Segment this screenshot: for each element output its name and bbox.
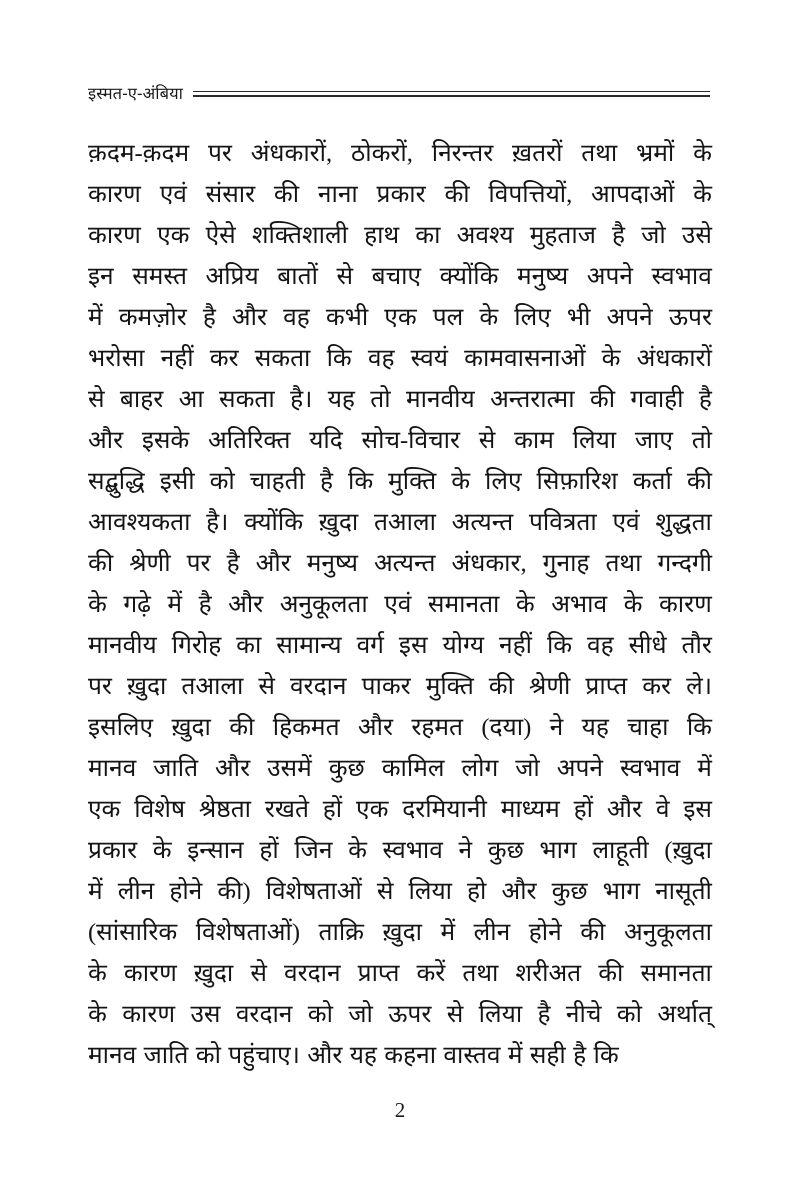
body-word: कर [642, 673, 672, 700]
body-word: उस [190, 1001, 221, 1028]
body-word: में [507, 1042, 523, 1069]
body-word: के [451, 468, 471, 495]
body-word: मानव [88, 1042, 137, 1069]
body-word: ख़ुदा [382, 919, 422, 946]
body-word: (ख़ुदा [664, 837, 712, 864]
body-word: है [198, 591, 212, 618]
body-word: है। [206, 509, 229, 536]
body-word: कामवासनाओं [464, 345, 586, 372]
body-word: नाना [317, 181, 358, 208]
body-word: ठोकरों, [351, 140, 413, 167]
body-word: ने [549, 714, 564, 741]
body-word: काम [514, 427, 554, 454]
body-word: विपत्तियों, [488, 181, 573, 208]
body-word: गवाही [630, 386, 684, 413]
body-word: ऊपर [388, 1001, 432, 1028]
body-word: मनुष्य [517, 263, 569, 290]
body-word: जाए [634, 427, 673, 454]
body-word: गिरोह [171, 632, 222, 659]
body-word: प्रकार [88, 837, 138, 864]
body-word: समानता [427, 591, 500, 618]
body-word: यह [581, 714, 609, 741]
body-word: के [693, 181, 712, 208]
body-word: ऐसे [205, 222, 236, 249]
body-line [88, 994, 712, 1035]
body-word: विशेषताओं) [195, 919, 300, 946]
body-word: आ [178, 386, 204, 413]
body-word: वे [655, 796, 670, 823]
body-word: से [376, 878, 394, 905]
body-word: एक [356, 796, 389, 823]
body-word: कारण [123, 960, 177, 987]
body-word: वह [283, 304, 310, 331]
body-word: भाग [539, 837, 577, 864]
body-word: हो [467, 878, 487, 905]
body-text-block [88, 133, 712, 1076]
body-word: कि [686, 714, 712, 741]
body-word: कुछ [328, 755, 365, 782]
body-word: हाथ [364, 222, 400, 249]
body-word: के [479, 304, 499, 331]
body-word: का [415, 222, 441, 249]
body-word: तथा [462, 960, 499, 987]
body-word: चाहा [627, 714, 669, 741]
body-word: पाकर [361, 673, 411, 700]
body-word: ख़ुदा [193, 960, 234, 987]
body-word: मुक्ति [388, 468, 437, 495]
body-word: को [307, 1001, 333, 1028]
body-word: की [229, 714, 255, 741]
body-word: कारण [88, 222, 141, 249]
body-word: के [348, 837, 367, 864]
body-word: इसके [141, 427, 190, 454]
body-word: पर [88, 673, 112, 700]
body-word: माध्यम [500, 796, 560, 823]
body-word: है [573, 1042, 587, 1069]
body-word: वह [587, 632, 614, 659]
body-word: योग्य [442, 632, 485, 659]
body-line [88, 502, 712, 543]
body-word: के [515, 591, 535, 618]
body-word: समस्त [132, 263, 187, 290]
body-word: और [231, 304, 268, 331]
body-word: होने [528, 919, 562, 946]
body-word: एक [157, 222, 190, 249]
body-word: होने [169, 878, 203, 905]
body-word: स्वभाव [651, 263, 712, 290]
body-word: प्राप्त [585, 673, 628, 700]
body-word: वास्तव [443, 1042, 501, 1069]
body-word: से [258, 673, 275, 700]
body-word: ले। [686, 673, 712, 700]
body-word: के [88, 1001, 107, 1028]
body-word: ऊपर [668, 304, 712, 331]
body-word: वर्ग [356, 632, 384, 659]
body-word: बाहर [119, 386, 164, 413]
body-word: सकता [219, 386, 275, 413]
body-word: लोग [461, 755, 499, 782]
body-word: मानव [88, 755, 137, 782]
body-word: चाहती [249, 468, 305, 495]
body-word: भाग [602, 878, 641, 905]
body-line [88, 871, 712, 912]
body-word: कहना [384, 1042, 437, 1069]
body-line [88, 707, 712, 748]
body-word: जो [641, 222, 666, 249]
body-word: संसार [205, 181, 256, 208]
body-word: इन [88, 263, 114, 290]
body-word: आपदाओं [591, 181, 675, 208]
body-word: नहीं [160, 345, 194, 372]
body-word: अत्यन्त [451, 509, 514, 536]
body-word: अनुकूलता [279, 591, 368, 618]
body-word: और [88, 427, 124, 454]
body-word: करें [416, 960, 446, 987]
body-word: पर [207, 140, 232, 167]
body-word: अपने [556, 755, 603, 782]
body-word: की) [217, 878, 251, 905]
body-line [88, 133, 712, 174]
body-word: पर [186, 550, 211, 577]
body-word: सही [529, 1042, 566, 1069]
body-word: है [202, 304, 216, 331]
body-word: है। [290, 386, 313, 413]
body-word: है [537, 1001, 551, 1028]
body-word: तथा [581, 140, 618, 167]
body-word: जाति [143, 1042, 189, 1069]
body-word: ने [458, 837, 473, 864]
body-word: अभाव [551, 591, 608, 618]
body-word: में [440, 919, 456, 946]
body-word: का [236, 632, 262, 659]
body-word: अवश्य [456, 222, 514, 249]
body-word: मनुष्य [306, 550, 358, 577]
body-word: गुनाह [542, 550, 590, 577]
body-line [88, 1035, 712, 1076]
body-line [88, 789, 712, 830]
body-word: के [623, 591, 643, 618]
body-line [88, 584, 712, 625]
body-word: और [228, 591, 264, 618]
body-word: इन्सान [187, 837, 244, 864]
body-word: पवित्रता [528, 509, 597, 536]
body-line [88, 461, 712, 502]
body-word: रखते [264, 796, 309, 823]
body-word: इसलिए [88, 714, 154, 741]
body-word: कि [326, 345, 352, 372]
body-word: कि [347, 468, 374, 495]
body-line [88, 379, 712, 420]
body-word: को [195, 1042, 221, 1069]
body-word: मानवीय [405, 386, 475, 413]
body-line [88, 625, 712, 666]
body-word: सोच-विचार [361, 427, 461, 454]
body-word: एवं [384, 591, 412, 618]
body-word: में [167, 591, 183, 618]
body-word: लिया [408, 878, 452, 905]
body-word: और [255, 550, 291, 577]
body-word: भरोसा [88, 345, 145, 372]
body-word: तआला [373, 509, 436, 536]
body-word: इस [398, 632, 428, 659]
body-word: कर्ता [632, 468, 672, 495]
body-word: यदि [309, 427, 343, 454]
body-line [88, 174, 712, 215]
body-word: स्वभाव [619, 755, 681, 782]
body-word: श्रेणी [129, 550, 171, 577]
body-word: कारण [122, 1001, 176, 1028]
body-word: तआला [181, 673, 244, 700]
body-line [88, 953, 712, 994]
body-line [88, 830, 712, 871]
body-word: प्राप्त [357, 960, 400, 987]
body-word: वह [367, 345, 395, 372]
body-word: कर [209, 345, 239, 372]
body-word: शक्तिशाली [251, 222, 348, 249]
body-line [88, 666, 712, 707]
body-word: एवं [612, 509, 640, 536]
body-word: रहमत [411, 714, 464, 741]
body-word: एक [384, 304, 417, 331]
header-double-rule [193, 91, 710, 97]
body-word: सिफ़ारिश [536, 468, 618, 495]
body-word: क्योंकि [439, 263, 499, 290]
body-word: और [501, 878, 537, 905]
body-word: से [478, 427, 496, 454]
body-word: दरमियानी [402, 796, 487, 823]
body-word: आवश्यकता [88, 509, 191, 536]
body-line [88, 420, 712, 461]
body-line [88, 297, 712, 338]
body-word: भी [566, 304, 591, 331]
body-word: है [698, 386, 712, 413]
body-word: अत्यन्त [373, 550, 436, 577]
page-number-footer [0, 1100, 800, 1121]
body-word: सकता [254, 345, 311, 372]
body-word: शुद्धता [655, 509, 712, 536]
body-word: और [606, 796, 642, 823]
body-word: इसी [159, 468, 195, 495]
body-word: गढ़े [123, 591, 151, 618]
body-word: कि [546, 632, 573, 659]
body-word: हों [322, 796, 343, 823]
body-word: उसे [681, 222, 712, 249]
body-word: कमज़ोर [118, 304, 187, 331]
body-word: और [357, 714, 394, 741]
body-word: लिया [478, 1001, 523, 1028]
body-word: (दया) [481, 714, 532, 741]
body-word: सामान्य [276, 632, 342, 659]
body-line [88, 912, 712, 953]
body-word: लिया [572, 427, 617, 454]
body-word: लीन [117, 878, 155, 905]
body-word: ख़तरों [512, 140, 563, 167]
body-word: उसमें [267, 755, 312, 782]
body-word: में [88, 304, 103, 331]
body-word: वरदान [289, 673, 347, 700]
body-word: से [88, 386, 105, 413]
body-word: ताक्रि [318, 919, 364, 946]
body-word: अनुकूलता [623, 919, 712, 946]
body-word: हों [259, 837, 279, 864]
body-word: स्वभाव [382, 837, 443, 864]
body-word: पल [432, 304, 464, 331]
body-word: बातों [277, 263, 318, 290]
body-word: की [686, 468, 712, 495]
body-word: के [601, 345, 621, 372]
body-word: यह [327, 386, 355, 413]
body-word: हों [573, 796, 593, 823]
body-word: के [88, 591, 107, 618]
body-word: है [612, 222, 626, 249]
body-word: प्रकार [376, 181, 426, 208]
body-line [88, 215, 712, 256]
body-word: लिए [514, 304, 551, 331]
body-word: अर्थात् [657, 1001, 712, 1028]
body-word: नीचे [565, 1001, 602, 1028]
body-word: अन्तरात्मा [490, 386, 575, 413]
body-word: में [697, 755, 712, 782]
body-word: भ्रमों [636, 140, 675, 167]
body-word: इस [683, 796, 712, 823]
body-word: गन्दगी [657, 550, 712, 577]
body-word: क़दम-क़दम [88, 140, 190, 167]
body-word: जो [515, 755, 540, 782]
body-word: की [273, 181, 300, 208]
body-word: को [209, 468, 235, 495]
page-number: 2 [394, 1098, 406, 1122]
body-word: वरदान [235, 1001, 293, 1028]
body-word: ख़ुदा [171, 714, 211, 741]
body-word: की [444, 181, 470, 208]
body-word: (सांसारिक [88, 919, 178, 946]
body-word: श्रेणी [528, 673, 571, 700]
body-word: से [250, 960, 267, 987]
body-word: की [88, 550, 114, 577]
body-word: कारण [658, 591, 712, 618]
body-word: को [616, 1001, 642, 1028]
body-word: जो [348, 1001, 373, 1028]
body-word: पहुंचाए। [228, 1042, 300, 1069]
body-word: तथा [605, 550, 642, 577]
body-word: श्रेष्ठता [198, 796, 252, 823]
body-word: की [488, 673, 514, 700]
body-word: शरीअत [515, 960, 582, 987]
body-word: और [307, 1042, 343, 1069]
body-word: में [88, 878, 103, 905]
body-word: से [446, 1001, 464, 1028]
body-word: की [589, 386, 616, 413]
body-word: अप्रिय [205, 263, 259, 290]
body-word: ख़ुदा [318, 509, 359, 536]
body-word: जाति [153, 755, 199, 782]
body-line [88, 543, 712, 584]
body-word: ख़ुदा [126, 673, 167, 700]
body-line [88, 748, 712, 789]
body-word: तो [691, 427, 712, 454]
body-word: बचाए [371, 263, 422, 290]
body-word: एक [88, 796, 121, 823]
body-word: नहीं [499, 632, 532, 659]
body-word: मुक्ति [425, 673, 474, 700]
body-word: क्योंकि [244, 509, 304, 536]
body-word: के [88, 960, 107, 987]
body-word: मुहताज [529, 222, 596, 249]
body-word: अतिरिक्त [207, 427, 291, 454]
body-word: कारण [88, 181, 141, 208]
body-word: वरदान [283, 960, 341, 987]
body-word: अंधकारों [636, 345, 712, 372]
body-word: अपने [586, 263, 633, 290]
body-word: यह [349, 1042, 377, 1069]
body-word: निरन्तर [431, 140, 494, 167]
running-header [88, 86, 710, 103]
body-word: कुछ [487, 837, 524, 864]
body-word: तौर [681, 632, 712, 659]
body-word: और [215, 755, 251, 782]
body-word: है [226, 550, 240, 577]
body-word: अपने [606, 304, 653, 331]
body-word: एवं [159, 181, 187, 208]
body-word: विशेषताओं [265, 878, 362, 905]
body-word: कभी [325, 304, 369, 331]
body-word: स्वयं [410, 345, 449, 372]
body-word: लाहूती [592, 837, 649, 864]
body-word: विशेष [134, 796, 186, 823]
body-line [88, 338, 712, 379]
body-word: से [336, 263, 354, 290]
header-title: इस्मत-ए-अंबिया [88, 85, 184, 103]
body-word: सद्बुद्धि [88, 468, 145, 495]
body-word: हिकमत [272, 714, 340, 741]
body-word: अंधकारों, [250, 140, 333, 167]
body-word: के [152, 837, 172, 864]
body-word: कुछ [551, 878, 588, 905]
body-word: अंधकार, [451, 550, 527, 577]
body-word: कि [593, 1042, 619, 1069]
body-word: तो [370, 386, 391, 413]
body-word: की [580, 919, 606, 946]
body-word: है [319, 468, 333, 495]
body-word: की [598, 960, 624, 987]
body-word: मानवीय [88, 632, 157, 659]
body-word: के [693, 140, 712, 167]
body-word: लीन [473, 919, 511, 946]
body-word: समानता [640, 960, 712, 987]
body-word: नासूती [655, 878, 712, 905]
body-word: कामिल [381, 755, 445, 782]
body-word: लिए [485, 468, 522, 495]
body-word: जिन [294, 837, 333, 864]
body-word: सीधे [628, 632, 667, 659]
body-line [88, 256, 712, 297]
